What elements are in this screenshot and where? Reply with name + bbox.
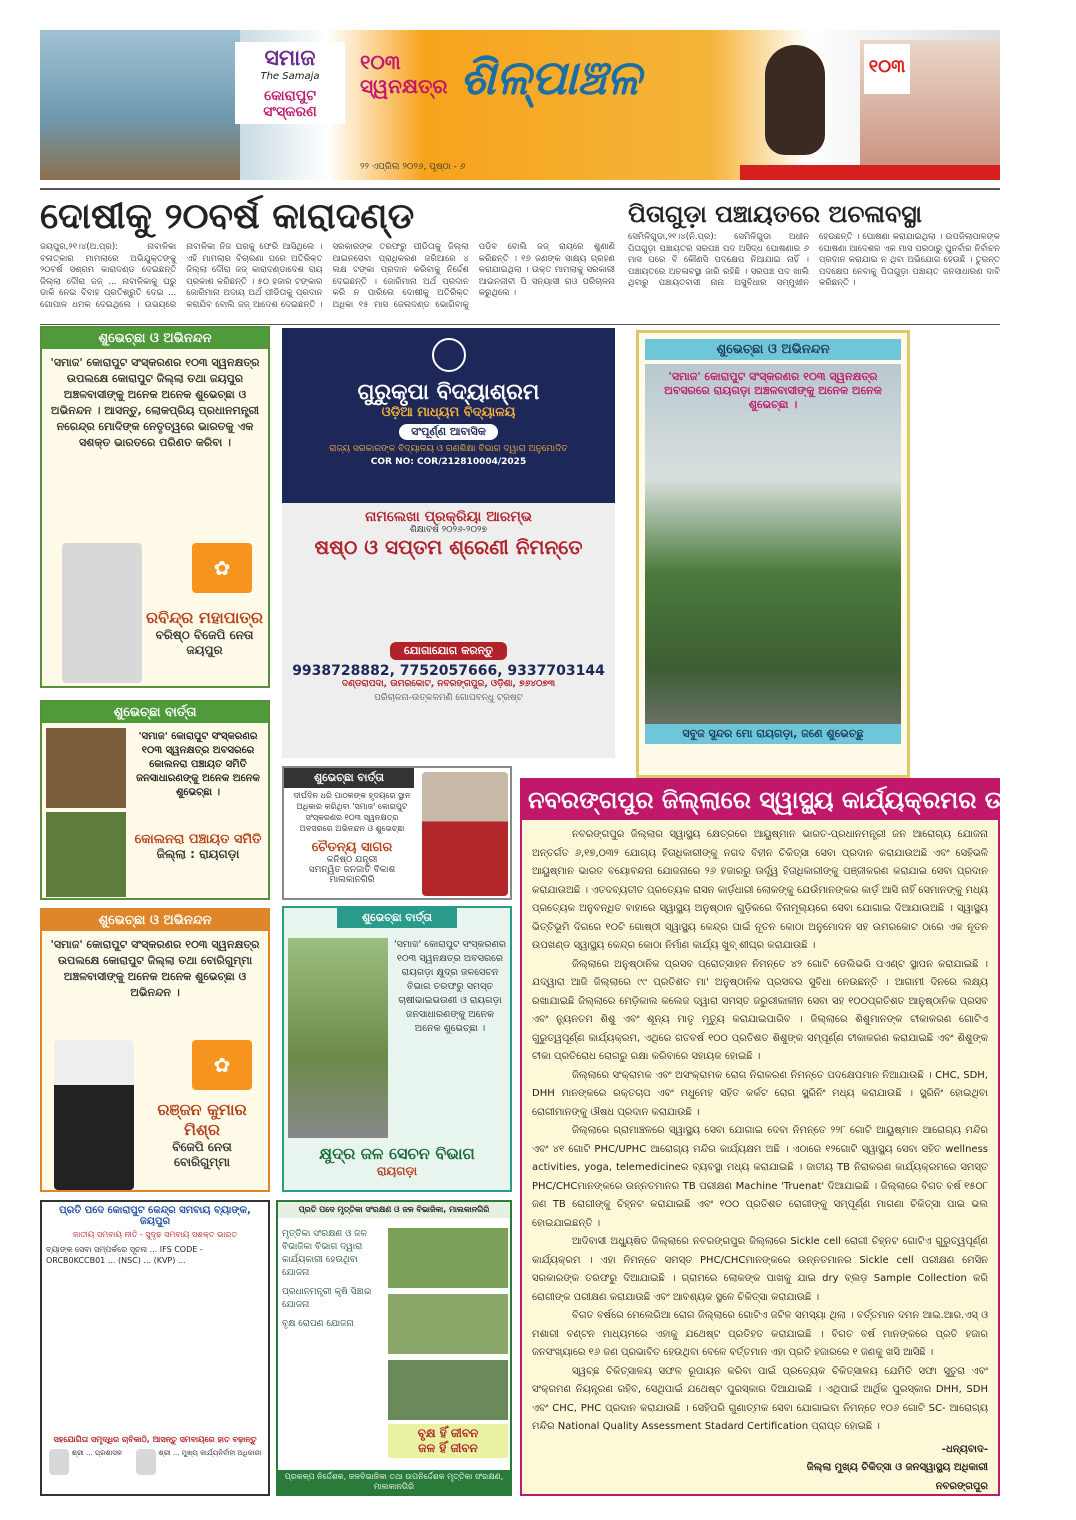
road-photo: 'ସମାଜ' କୋରାପୁଟ ସଂସ୍କରଣର ୧୦୩ ସ୍ୱନକ୍ଷତ୍ର ଅବସରରେ ରାୟଗଡ଼ା ଅଞ୍ଚଳବାସୀଙ୍କୁ ଅନେକ ଅନେକ ଶୁଭେଚ୍ଛା । ସବୁଜ ସୁନ୍ଦର ମୋ ରାୟଗଡ଼ା, ଜଣେ ଶୁଭେଚ୍ଛୁ	[645, 364, 901, 744]
ad-soil-conservation: ପ୍ରତି ପଦେ ମୃତ୍ତିକା ସଂରକ୍ଷଣ ଓ ଜଳ ବିଭାଜିକା, ମାଲକାନଗିରି ମୃତ୍ତିକା ସଂରକ୍ଷଣ ଓ ଜଳ ବିଭାଜିକା ବିଭାଗ ଦ୍ୱାରା କାର୍ଯ୍ୟକାରୀ ହେଉଥିବା ଯୋଜନା ପ୍ରଧାନମନ୍ତ୍ରୀ କୃଷି ସିଞ୍ଚାଇ ଯୋଜନା ବୃକ୍ଷ ରୋପଣ ଯୋଜନା ବୃକ୍ଷ ହିଁ ଜୀବନ ଜଳ ହିଁ ଜୀବନ ପ୍ରକଳ୍ପ ନିର୍ଦ୍ଦେଶକ, ଜଳବିଭାଜିକା ତଥା ଉପନିର୍ଦ୍ଦେଶକ ମୃତ୍ତିକା ସଂରକ୍ଷଣ, ମାଲକାନଗିରି	[276, 1200, 512, 1496]
field-photo	[388, 1360, 508, 1420]
decorative-bar	[740, 165, 1000, 180]
plant-photo	[288, 938, 388, 1138]
bjp-lotus-icon: ✿	[192, 1040, 252, 1090]
date-page: ୨୨ ଏପ୍ରିଲ ୨୦୨୬, ପୃଷ୍ଠା - ୬	[360, 162, 466, 172]
person-photo	[54, 1040, 134, 1190]
road-photo	[46, 812, 126, 897]
contact-button: ଯୋଗାଯୋଗ କରନ୍ତୁ	[390, 642, 507, 660]
article-body: ସେମିଳିଗୁଡା,୨୧।୪(ନି.ପ୍ର): ସେମିଳିଗୁଡା ଅଧୀନ ପିତାଗୁଡ଼ା ପଞ୍ଚାୟତର ସରପଞ୍ଚ ପଦ ଅସିଦ୍ଧ ଘୋଷଣାର ୬ ମାସ ପରେ ବି କୌଣସି ପଦକ୍ଷେପ ନିଆଯାଇ ନାହିଁ । ପଞ୍ଚାୟତରେ ଅଚଳାବସ୍ଥା ଜାରି ରହିଛି । ସରପଞ୍ଚ ପଦ ଖାଲି ଥିବାରୁ ପଞ୍ଚାୟତବାସୀ ନାନା ଅସୁବିଧାର ସମ୍ମୁଖୀନ ହେଉଛନ୍ତି । ଘୋଷଣା କରାଯାଇଥିଲା । ଉପଜିଲାପାଳଙ୍କ ଘୋଷଣା ଆଦେଶର ଏକ ମାସ ପରଠାରୁ ପୁନର୍ବାର ନିର୍ବାଚନ ପ୍ରଦାନ କରାଯାଇ ନ ଥିବା ଅଭିଯୋଗ ହେଉଛି । ତୁରନ୍ତ ପଦକ୍ଷେପ ନେବାକୁ ପିତାଗୁଡ଼ା ପଞ୍ଚାୟତ ଜନସାଧାରଣ ଦାବି କରିଛନ୍ତି ।	[628, 232, 1000, 288]
samaja-logo: ସମାଜ The Samaja କୋରାପୁଟ ସଂସ୍କରଣ	[235, 42, 345, 124]
supplement-title: ଶିଳ୍ପାଞ୍ଚଳ	[460, 50, 641, 106]
field-photo	[388, 1228, 508, 1288]
temple-photo: ୧୦୩	[860, 40, 1000, 180]
article-body: ଜୟପୁର,୨୧।୪(ଅ.ପ୍ର): ନାବାଳିକା ବଳାତ୍କାର ମାମଲାରେ ଅଭିଯୁକ୍ତଙ୍କୁ ୨୦ବର୍ଷ ସଶ୍ରମ କାରାଦଣ୍ଡ ଦେଇଛନ୍ତି ଜିଲ୍ଲା ଦୌରା ଜଜ୍ ... ନାବାଳିକାକୁ ଘରୁ ଡାକି ନେଇ ବିବାହ ପ୍ରତିଶ୍ରୁତି ଦେଇ ... ଗୋପାଳ ଧମକ ଦେଇଥିଲେ । ଉଭୟରେ ନାବାଳିକା ନିଜ ଘରକୁ ଫେରି ଆସିଥିଲେ । ଏହି ମାମଲାର ବିଚାରଣା ପରେ ଅତିରିକ୍ତ ଜିଲ୍ଲା ଦୌରା ଜଜ୍ କାରାଦଣ୍ଡାଦେଶ ରାୟ ପ୍ରକାଶ କରିଛନ୍ତି । ୫୦ ହଜାର ଟଙ୍କାର ଜୋରିମାନା ଅଦାୟ ଅର୍ଥ ପୀଡିତାକୁ ପ୍ରଦାନ କରାଯିବ ବୋଲି ଜଜ୍ ଆଦେଶ ଦେଇଛନ୍ତି । ସରକାରଙ୍କ ତରଫରୁ ପୀଡିତାକୁ ଜିଲ୍ଲା ଆଇନସେବା ପ୍ରାଧିକରଣ ଜରିଆରେ ୪ ଲକ୍ଷ ଟଙ୍କା ପ୍ରଦାନ କରିବାକୁ ନିର୍ଦ୍ଦେଶ ଦେଇଛନ୍ତି । ଜୋରିମାନା ଅର୍ଥ ପ୍ରଦାନ କରି ନ ପାରିଲେ ଦୋଷୀକୁ ଅତିରିକ୍ତ ଅଧିକା ୧୫ ମାସ ଜେଲଦଣ୍ଡ ଭୋଗିବାକୁ ପଡିବ ବୋଲି ଜଜ୍ ରାୟରେ ଶୁଣାଣି କରିଛନ୍ତି । ୧୭ ଜଣଙ୍କ ସାକ୍ଷ୍ୟ ଗ୍ରହଣ କରାଯାଇଥିଲା । ଉକ୍ତ ମାମଲାକୁ ସରକାରୀ ଆଇନଜୀବୀ ପି ସନ୍ୟାସୀ ରାଓ ପରିଚାଳନା କରୁଥିଲେ ।	[40, 242, 615, 310]
person-photo	[49, 1449, 69, 1475]
school-logo	[432, 338, 466, 372]
ad-chaitanya: ଶୁଭେଚ୍ଛା ବାର୍ତ୍ତା ଦୀର୍ଘଦିନ ଧରି ପାଠକଙ୍କ ହୃଦୟରେ ସ୍ଥାନ ଅଧିକାର କରିଥିବା 'ସମାଜ' କୋରାପୁଟ ସଂସ୍କରଣର ୧୦୩ ସ୍ୱନକ୍ଷତ୍ର ଅବସରରେ ଅଭିନନ୍ଦନ ଓ ଶୁଭେଚ୍ଛା ଚୈତନ୍ୟ ସାଗର କନିଷ୍ଠ ଯନ୍ତ୍ରୀ ସମନ୍ୱିତ ଜନଜାତି ବିକାଶ ମାଲକାନଗିରି	[282, 766, 512, 900]
person-photo	[136, 1449, 156, 1475]
divider	[40, 324, 1000, 325]
anniversary-badge: ୧୦୩ ସ୍ୱନକ୍ଷତ୍ର	[360, 50, 448, 98]
ad-ravindra: ଶୁଭେଚ୍ଛା ଓ ଅଭିନନ୍ଦନ 'ସମାଜ' କୋରାପୁଟ ସଂସ୍କରଣର ୧୦୩ ସ୍ୱନକ୍ଷତ୍ର ଉପଲକ୍ଷେ କୋରାପୁଟ ଜିଲ୍ଲା ତଥା ଜୟପୁର ଅଞ୍ଚଳବାସୀଙ୍କୁ ଅନେକ ଅନେକ ଶୁଭେଚ୍ଛା ଓ ଅଭିନନ୍ଦନ । ଆସନ୍ତୁ, ଲୋକପ୍ରିୟ ପ୍ରଧାନମନ୍ତ୍ରୀ ନରେନ୍ଦ୍ର ମୋଦିଙ୍କ ନେତୃତ୍ୱରେ ଭାରତକୁ ଏକ ସଶକ୍ତ ଭାରତରେ ପରିଣତ କରିବା । ✿ ରବିନ୍ଦ୍ର ମହାପାତ୍ର ବରିଷ୍ଠ ବିଜେପି ନେତା ଜୟପୁର	[40, 326, 270, 688]
divider	[40, 188, 1000, 190]
ad-rayagada: ଶୁଭେଚ୍ଛା ଓ ଅଭିନନ୍ଦନ 'ସମାଜ' କୋରାପୁଟ ସଂସ୍କରଣର ୧୦୩ ସ୍ୱନକ୍ଷତ୍ର ଅବସରରେ ରାୟଗଡ଼ା ଅଞ୍ଚଳବାସୀଙ୍କୁ ଅନେକ ଅନେକ ଶୁଭେଚ୍ଛା । ସବୁଜ ସୁନ୍ଦର ମୋ ରାୟଗଡ଼ା, ଜଣେ ଶୁଭେଚ୍ଛୁ	[636, 330, 910, 778]
bjp-lotus-icon: ✿	[192, 543, 252, 593]
phone-numbers: 9938728882, 7752057666, 9337703144	[292, 663, 605, 679]
ad-irrigation: ଶୁଭେଚ୍ଛା ବାର୍ତ୍ତା 'ସମାଜ' କୋରାପୁଟ ସଂସ୍କରଣର ୧୦୩ ସ୍ୱନକ୍ଷତ୍ର ଅବସରରେ ରାୟଗଡ଼ା କ୍ଷୁଦ୍ର ଜଳସେଚନ ବିଭାଗ ତରଫରୁ ସମସ୍ତ ଚାଷୀଭାଇଭଉଣୀ ଓ ରାୟଗଡ଼ା ଜନସାଧାରଣଙ୍କୁ ଅନେକ ଅନେକ ଶୁଭେଚ୍ଛା । କ୍ଷୁଦ୍ର ଜଳ ସେଚନ ବିଭାଗ ରାୟଗଡ଼ା	[282, 906, 512, 1192]
person-photo	[62, 543, 142, 683]
article-headline: ନବରଙ୍ଗପୁର ଜିଲ୍ଲାରେ ସ୍ୱାସ୍ଥ୍ୟ କାର୍ଯ୍ୟକ୍ରମର ଉପଲବ୍ଧି	[522, 780, 998, 820]
ad-bank: ପ୍ରତି ପଦେ କୋରାପୁଟ କେନ୍ଦ୍ର ସମବାୟ ବ୍ୟାଙ୍କ, ଜୟପୁର ଜାତୀୟ ସମବାୟ ନୀତି - ସୁଦୃଢ ସମବାୟ ସଶକ୍ତ ଭାରତ ବ୍ୟାଙ୍କ ସେବା ସମ୍ପର୍କରେ ସୂଚନା ... IFS CODE - ORCB0KCCB01 ... (NSC) ... (KVP) ... ସହଯୋଗିତା ସମୃଦ୍ଧିର ଚାବିକାଠି, ଆସନ୍ତୁ ସମବାୟରେ ହାତ ବଢ଼ାନ୍ତୁ ଶ୍ରୀ ... ପ୍ରଶାସକ ଶ୍ରୀ ... ମୁଖ୍ୟ କାର୍ଯ୍ୟନିର୍ବାହୀ ଅଧିକାରୀ	[40, 1200, 270, 1496]
headline-main: ଦୋଷୀକୁ ୨୦ବର୍ଷ କାରାଦଣ୍ଡ	[40, 196, 415, 237]
field-photo	[388, 1294, 508, 1354]
ad-gurukrupa: ଗୁରୁକୃପା ବିଦ୍ୟାଶ୍ରମ ଓଡ଼ିଆ ମାଧ୍ୟମ ବିଦ୍ୟାଳୟ ସଂପୂର୍ଣ୍ଣ ଆବାସିକ ରାଜ୍ୟ ସରକାରଙ୍କ ବିଦ୍ୟାଳୟ ଓ ଗଣଶିକ୍ଷା ବିଭାଗ ଦ୍ୱାରା ଅନୁମୋଦିତ COR NO: COR/212810004/2025 ନାମଲେଖା ପ୍ରକ୍ରିୟା ଆରମ୍ଭ ଶିକ୍ଷାବର୍ଷ ୨୦୨୬-୨୦୨୭ ଷଷ୍ଠ ଓ ସପ୍ତମ ଶ୍ରେଣୀ ନିମନ୍ତେ ଯୋଗାଯୋଗ କରନ୍ତୁ 9938728882, 7752057666, 9337703144 ଦଣ୍ଡରାପଦା, ଉମରକୋଟ, ନବରଙ୍ଗପୁର, ଓଡ଼ିଶା, ୭୬୪୦୭୩ ପରିଚାଳନା-ଉତ୍କଳମଣି ଗୋପବନ୍ଧୁ ଟ୍ରଷ୍ଟ	[282, 328, 615, 758]
person-photo	[422, 772, 508, 896]
founder-portrait	[765, 45, 825, 155]
masthead	[40, 30, 1000, 180]
workers-photo	[46, 728, 126, 808]
headline-secondary: ପିତାଗୁଡ଼ା ପଞ୍ଚାୟତରେ ଅଚଳାବସ୍ଥା	[628, 200, 922, 228]
ad-kolnara: ଶୁଭେଚ୍ଛା ବାର୍ତ୍ତା 'ସମାଜ' କୋରାପୁଟ ସଂସ୍କରଣର ୧୦୩ ସ୍ୱନକ୍ଷତ୍ର ଅବସରରେ କୋଲନରା ପଞ୍ଚାୟତ ସମିତି ଜନସାଧାରଣଙ୍କୁ ଅନେକ ଅନେକ ଶୁଭେଚ୍ଛା । କୋଲନରା ପଞ୍ଚାୟତ ସମିତି ଜିଲ୍ଲା : ରାୟଗଡ଼ା	[40, 700, 270, 900]
lake-photo	[40, 30, 240, 180]
article-health: ନବରଙ୍ଗପୁର ଜିଲ୍ଲାରେ ସ୍ୱାସ୍ଥ୍ୟ କାର୍ଯ୍ୟକ୍ରମର ଉପଲବ୍ଧି ନବରଙ୍ଗପୁର ଜିଲ୍ଲାର ସ୍ୱାସ୍ଥ୍ୟ କ୍ଷେତ୍ରରେ ଆୟୁଷ୍ମାନ ଭାରତ-ପ୍ରଧାନମନ୍ତ୍ରୀ ଜନ ଆରୋଗ୍ୟ ଯୋଜନା ଅନ୍ତର୍ଗତ ୬,୧୭,୦୩୨ ଯୋଗ୍ୟ ହିତାଧିକାରୀଙ୍କୁ ନଗଦ ବିହୀନ ଚିକିତ୍ସା ସେବା ପ୍ରଦାନ କରାଯାଉଅଛି ଏବଂ ସେହିଭଳି ଆୟୁଷ୍ମାନ ଭାରତ ବୟୋବନ୍ଦନା ଯୋଜନାରେ ୨୬ ହଜାରରୁ ଊର୍ଦ୍ଧ୍ୱ ହିତାଧିକାରୀଙ୍କୁ ପଞ୍ଜୀକରଣ କରାଯାଇ ସେବା ପ୍ରଦାନ କରାଯାଉଅଛି । ଏତଦବ୍ୟତୀତ ପ୍ରତ୍ୟେକ ରାସନ କାର୍ଡ଼ଧାରୀ ଲୋକଙ୍କୁ ଯେଉଁମାନଙ୍କର କାର୍ଡ଼ ଆସି ନାହିଁ ସେମାନଙ୍କୁ ମଧ୍ୟ ପ୍ରତ୍ୟେକ ଅନୁବନ୍ଧିତ ବାହାରେ ସ୍ୱାସ୍ଥ୍ୟ ଅନୁଷ୍ଠାନ ଗୁଡ଼ିକରେ ବିନାମୂଲ୍ୟରେ ସେବା ଯୋଗାଇ ଦିଆଯାଉଅଛି । ସ୍ୱାସ୍ଥ୍ୟ ଭିତ୍ତିଭୂମି ଦିଗରେ ୧୦ଟି ଗୋଷ୍ଠୀ ସ୍ୱାସ୍ଥ୍ୟ କେନ୍ଦ୍ର ପାଇଁ ନୂତନ କୋଠା ଅନୁମୋଦନ ସହ ଉମରକୋଟ ଠାରେ ଏକ ନୂତନ ଉପଖଣ୍ଡ ସ୍ୱାସ୍ଥ୍ୟ କେନ୍ଦ୍ର କୋଠା ନିର୍ମାଣ କାର୍ଯ୍ୟ ଖୁବ୍ ଶୀଘ୍ର କରାଯାଉଛି । ଜିଲ୍ଲାରେ ଅନୁଷ୍ଠାନିକ ପ୍ରସବ ପ୍ରୋତ୍ସାହନ ନିମନ୍ତେ ୪୨ ଗୋଟି ଡେଲିଭରି ପଏଣ୍ଟ ସ୍ଥାପନ କରାଯାଇଛି । ଯଦ୍ୱାରା ଆଜି ଜିଲ୍ଲାରେ ୯୯ ପ୍ରତିଶତ ମା' ଅନୁଷ୍ଠାନିକ ପ୍ରସବର ସୁବିଧା ନେଉଛନ୍ତି । ଆଗାମୀ ଦିନରେ ଲକ୍ଷ୍ୟ ରଖାଯାଇଛି ଜିଲ୍ଲାରେ ମେଡ଼ିକାଲ କଲେଜ ଦ୍ୱାରା ସମସ୍ତ ଜରୁରୀକାଳୀନ ସେବା ସହ ୧୦୦ପ୍ରତିଶତ ଆନୁଷ୍ଠାନିକ ପ୍ରସବ ଏବଂ ନ୍ୟୁନତମ ଶିଶୁ ଏବଂ ଶୂନ୍ୟ ମାତୃ ମୃତ୍ୟୁ କରାଯାଇପାରିବ । ଜିଲ୍ଲାରେ ଶିଶୁମାନଙ୍କ ଟୀକାକରଣ ଗୋଟିଏ ଗୁରୁତ୍ୱପୂର୍ଣ୍ଣ କାର୍ଯ୍ୟକ୍ରମ, ଏଥିରେ ଗତବର୍ଷ ୧୦୦ ପ୍ରତିଶତ ଶିଶୁଙ୍କ ସମ୍ପୂର୍ଣ୍ଣ ଟୀକାକରଣ କରାଯାଇଛି ଏବଂ ଶିଶୁଙ୍କ ଟୀକା ପ୍ରତିରୋଧ ରୋଗରୁ ରକ୍ଷା କରିବାରେ ସହାୟକ ହୋଇଛି । ଜିଲ୍ଲାରେ ସଂକ୍ରାମକ ଏବଂ ଅସଂକ୍ରାମକ ରୋଗ ନିରାକରଣ ନିମନ୍ତେ ପଦକ୍ଷେପମାନ ନିଆଯାଉଛି । CHC, SDH, DHH ମାନଙ୍କରେ ରକ୍ତଚାପ ଏବଂ ମଧୁମେହ ସହିତ କର୍କଟ ରୋଗ ସ୍କ୍ରିନିଂ ମଧ୍ୟ କରାଯାଉଛି । ସ୍କ୍ରିନିଂ ହୋଇଥିବା ରୋଗୀମାନଙ୍କୁ ଔଷଧ ପ୍ରଦାନ କରାଯାଉଛି । ଜିଲ୍ଲାରେ ଗ୍ରାମାଞ୍ଚଳରେ ସ୍ୱାସ୍ଥ୍ୟ ସେବା ଯୋଗାଇ ଦେବା ନିମନ୍ତେ ୨୨୮ ଗୋଟି ଆୟୁଷ୍ମାନ ଆରୋଗ୍ୟ ମନ୍ଦିର ଏବଂ ୪୧ ଗୋଟି PHC/UPHC ଆରୋଗ୍ୟ ମନ୍ଦିର କାର୍ଯ୍ୟକ୍ଷମ ଅଛି । ଏଠାରେ ୧୨ଗୋଟି ସ୍ୱାସ୍ଥ୍ୟ ସେବା ସହିତ wellness activities, yoga, telemedicineର ବ୍ୟବସ୍ଥା ମଧ୍ୟ କରାଯାଇଛି । ଜାତୀୟ TB ନିରାକରଣ କାର୍ଯ୍ୟକ୍ରମରେ ସମସ୍ତ PHC/CHCମାନଙ୍କରେ ଉନ୍ନତମାନର TB ପରୀକ୍ଷଣ Machine 'Truenat' ଦିଆଯାଇଛି । ଜିଲ୍ଲାରେ ବିଗତ ବର୍ଷ ୧୫୦୮ ଜଣ TB ରୋଗୀଙ୍କୁ ଚିହ୍ନଟ କରାଯାଇଛି ଏବଂ ୧୦୦ ପ୍ରତିଶତ ରୋଗୀଙ୍କୁ ସମ୍ପୂର୍ଣ୍ଣ ମାଗଣା ଚିକିତ୍ସା ପାଇ ଭଲ ହୋଇଯାଇଛନ୍ତି । ଆଦିବାସୀ ଅଧ୍ୟୁଷିତ ଜିଲ୍ଲାରେ ନବରଙ୍ଗପୁର ଜିଲ୍ଲାରେ Sickle cell ରୋଗୀ ଚିହ୍ନଟ ଗୋଟିଏ ଗୁରୁତ୍ୱପୂର୍ଣ୍ଣ କାର୍ଯ୍ୟକ୍ରମ । ଏହା ନିମନ୍ତେ ସମସ୍ତ PHC/CHCମାନଙ୍କରେ ଉନ୍ନତମାନର Sickle cell ପରୀକ୍ଷଣ ମେସିନ ସରକାରଙ୍କ ତରଫରୁ ଦିଆଯାଇଛି । ଗ୍ରାମରେ ଲୋକଙ୍କ ପାଖକୁ ଯାଇ dry ବ୍ଲଡ଼ Sample Collection କରି ରୋଗୀଙ୍କ ପରୀକ୍ଷଣ କରାଯାଉଛି ଏବଂ ଆବଶ୍ୟକ ସ୍ଥଳେ ଚିକିତ୍ସା କରାଯାଉଛି । ବିଗତ ବର୍ଷରେ ମେଲେରିଆ ରୋଗ ଜିଲ୍ଲାରେ ଗୋଟିଏ ଜଟିଳ ସମସ୍ୟା ଥିଲା । ବର୍ତ୍ତମାନ ଦମନ ଆଇ.ଆର.ଏସ୍ ଓ ମଶାରୀ ବଣ୍ଟନ ମାଧ୍ୟମରେ ଏହାକୁ ଯଥେଷ୍ଟ ପ୍ରତିହତ କରାଯାଇଛି । ବିଗତ ବର୍ଷ ମାନଙ୍କରେ ପ୍ରତି ହଜାର ଜନସଂଖ୍ୟାରେ ୧୬ ଜଣ ପ୍ରଭାବିତ ହେଉଥିବା ବେଳେ ବର୍ତ୍ତମାନ ଏହା ପ୍ରତି ହଜାରରେ ୧ ଜଣକୁ ଖସି ଆସିଛି । ସ୍ୱଚ୍ଛ ଚିକିତ୍ସାଳୟ ସଫଳ ରୂପାୟନ କରିବା ପାଇଁ ପ୍ରତ୍ୟେକ ଚିକିତ୍ସାଳୟ ଯେମିତି ସଫା ସୁତୁରା ଏବଂ ସଂକ୍ରମଣ ନିୟନ୍ତ୍ରଣ ରହିବ, ସେଥିପାଇଁ ଯଥେଷ୍ଟ ପୁରସ୍କାର ଦିଆଯାଇଛି । ଏଥିପାଇଁ ଆର୍ଥିକ ପୁରସ୍କାର DHH, SDH ଏବଂ CHC, PHC ପ୍ରଦାନ କରାଯାଉଛି । ସେହିପରି ଗୁଣାତ୍ମକ ସେବା ଯୋଗାଇବା ନିମନ୍ତେ ୧୦୬ ଗୋଟି SC- ଆରୋଗ୍ୟ ମନ୍ଦିର National Quality Assessment Stadard Certification ପ୍ରାପ୍ତ ହୋଇଛି । -ଧନ୍ୟବାଦ- ଜିଲ୍ଲା ମୁଖ୍ୟ ଚିକିତ୍ସା ଓ ଜନସ୍ୱାସ୍ଥ୍ୟ ଅଧିକାରୀ ନବରଙ୍ଗପୁର	[520, 778, 1000, 1496]
ad-ranjan: ଶୁଭେଚ୍ଛା ଓ ଅଭିନନ୍ଦନ 'ସମାଜ' କୋରାପୁଟ ସଂସ୍କରଣର ୧୦୩ ସ୍ୱନକ୍ଷତ୍ର ଉପଲକ୍ଷେ କୋରାପୁଟ ଜିଲ୍ଲା ତଥା ବୋରିଗୁମ୍ମା ଅଞ୍ଚଳବାସୀଙ୍କୁ ଅନେକ ଅନେକ ଶୁଭେଚ୍ଛା ଓ ଅଭିନନ୍ଦନ । ✿ ରଞ୍ଜନ କୁମାର ମିଶ୍ର ବିଜେପି ନେତା ବୋରିଗୁମ୍ମା	[40, 908, 270, 1192]
